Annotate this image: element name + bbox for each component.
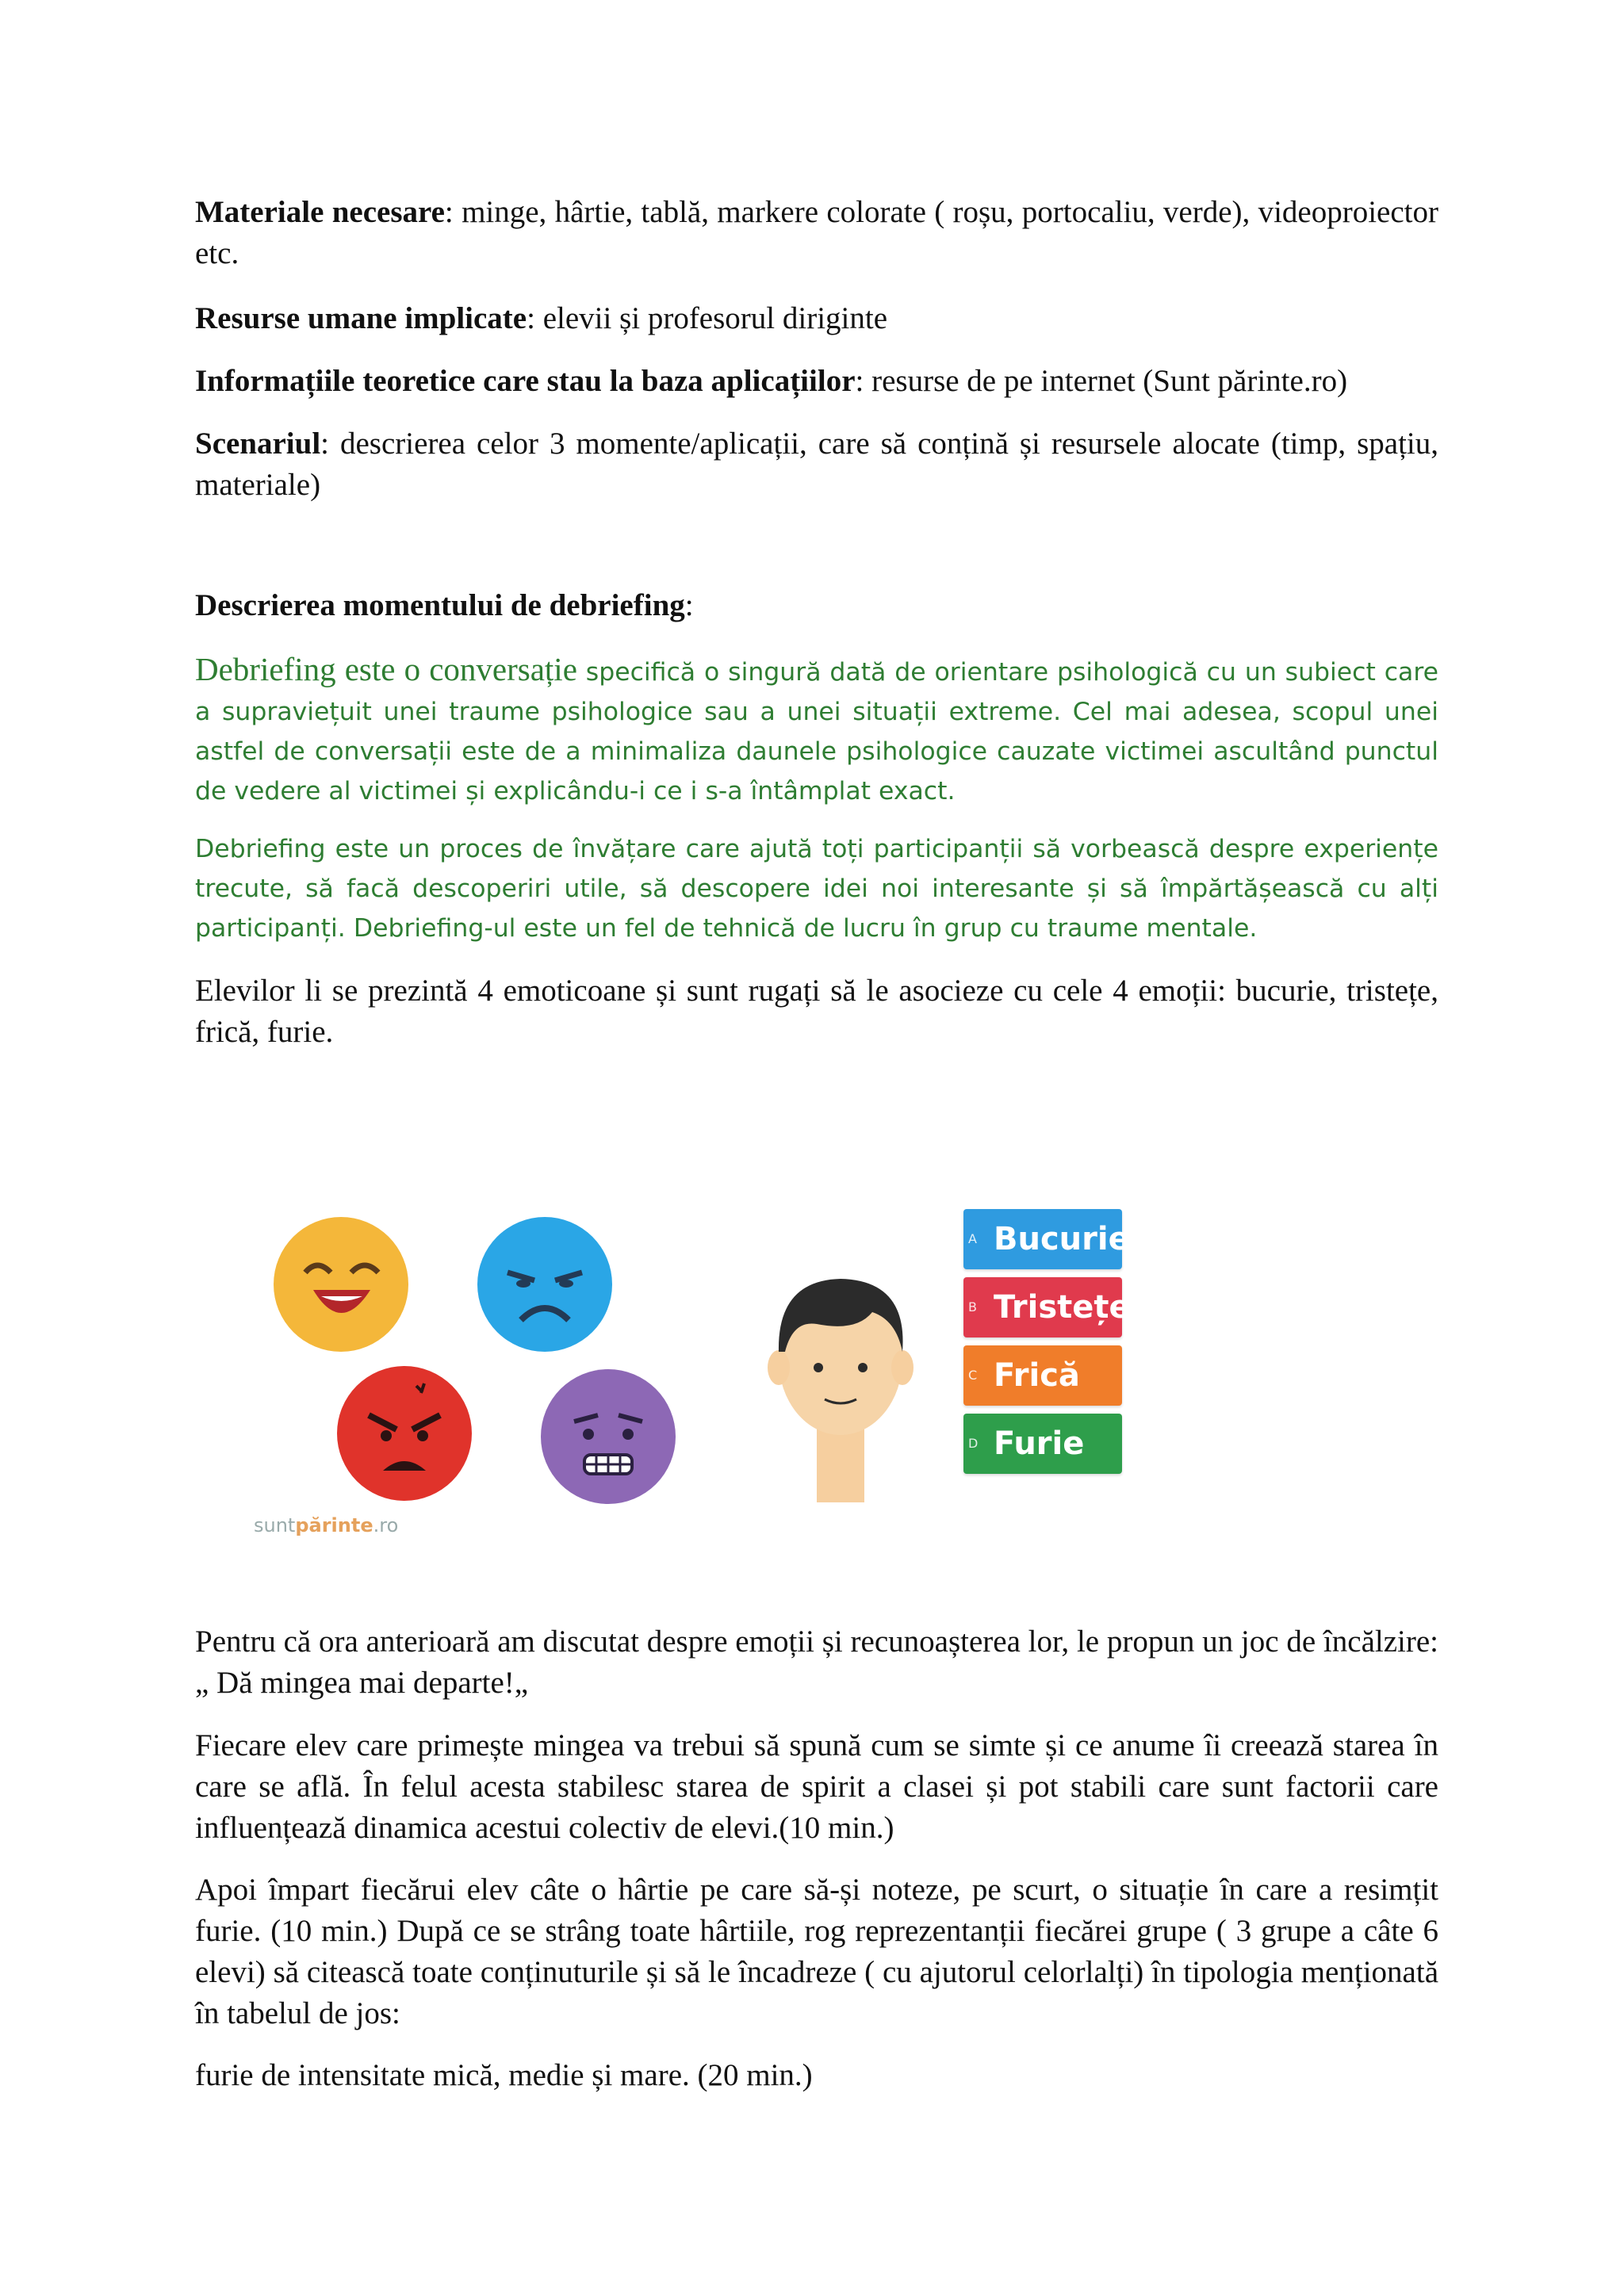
paragraph-informatii bbox=[195, 361, 1438, 402]
paragraph-elevilor: Elevilor li se prezintă 4 emoticoane și sunt rugați să le asocieze cu cele 4 emoții: bucurie, tristețe, frică, furie. bbox=[195, 974, 1438, 1049]
debriefing-definition-start: Debriefing este o conversație bbox=[195, 651, 577, 687]
debriefing-definition-rest: specifică o singură dată de orientare psihologică cu un subiect care a supraviețuit unei traume psihologice sau a unei situații extreme. Cel mai adesea, scopul unei astfel de conversații este de a minimaliza daunele psihologice cauzate victimei ascultând punctul de vedere al victimei și explicându-i ce i s-a întâmplat exact. bbox=[195, 658, 1438, 806]
label-resurse: Resurse umane implicate bbox=[195, 301, 527, 335]
label-bucurie bbox=[963, 1209, 1130, 1269]
label-frica-word: Frică bbox=[994, 1357, 1080, 1394]
paragraph-debriefing-process: Debriefing este un proces de învățare care ajută toți participanții să vorbească despre experiențe trecute, să facă descoperiri utile, să descopere idei noi interesante și să împărtășească cu alți participanți. Debriefing-ul este un fel de tehnică de lucru în grup cu traume mentale. bbox=[195, 835, 1438, 943]
label-frica bbox=[963, 1345, 1122, 1406]
watermark-part-a: sunt bbox=[254, 1514, 296, 1536]
colon-debriefing: : bbox=[684, 588, 694, 622]
label-tristete-letter: B bbox=[968, 1299, 977, 1314]
label-informatii: Informațiile teoretice care stau la baza aplicațiilor bbox=[195, 364, 856, 398]
watermark-part-b: părinte bbox=[295, 1514, 373, 1536]
paragraph-scenariul bbox=[195, 423, 1438, 506]
label-bucurie-word: Bucurie bbox=[994, 1221, 1130, 1257]
label-debriefing: Descrierea momentului de debriefing bbox=[195, 588, 685, 622]
person-face-icon bbox=[761, 1257, 920, 1510]
text-materiale: : minge, hârtie, tablă, markere colorate ( roșu, portocaliu, verde), videoproiector etc. bbox=[195, 195, 1438, 270]
paragraph-furie: furie de intensitate mică, medie și mare. (20 min.) bbox=[195, 2058, 813, 2092]
text-resurse: : elevii și profesorul diriginte bbox=[527, 301, 888, 335]
label-scenariul: Scenariul bbox=[195, 427, 321, 461]
paragraph-resurse bbox=[195, 298, 1438, 339]
label-furie bbox=[963, 1414, 1122, 1474]
emotions-illustration bbox=[238, 1201, 1150, 1550]
paragraph-pentru: Pentru că ora anterioară am discutat despre emoții și recunoașterea lor, le propun un joc de încălzire: „ Dă mingea mai departe!„ bbox=[195, 1624, 1438, 1700]
fearful-face-icon bbox=[541, 1369, 676, 1504]
watermark-suntparinte bbox=[254, 1514, 398, 1536]
paragraph-debriefing-definition bbox=[195, 649, 1438, 811]
sad-face-icon bbox=[477, 1217, 612, 1352]
paragraph-materiale bbox=[195, 192, 1438, 274]
label-frica-letter: C bbox=[968, 1368, 978, 1383]
label-furie-letter: D bbox=[968, 1436, 979, 1451]
label-tristete bbox=[963, 1277, 1131, 1337]
heading-debriefing bbox=[195, 585, 1438, 626]
label-tristete-word: Tristețe bbox=[994, 1289, 1131, 1326]
text-scenariul: : descrierea celor 3 momente/aplicații, care să conțină și resursele alocate (timp, spațiu, materiale) bbox=[195, 427, 1438, 502]
label-furie-word: Furie bbox=[994, 1425, 1085, 1462]
happy-face-icon bbox=[274, 1217, 408, 1352]
label-materiale: Materiale necesare bbox=[195, 195, 445, 229]
paragraph-apoi: Apoi împart fiecărui elev câte o hârtie pe care să-și noteze, pe scurt, o situație în care a resimțit furie. (10 min.) După ce se strâng toate hârtiile, rog reprezentanții fiecărei grupe ( 3 grupe a câte 6 elevi) să citească toate conținuturile și să le încadreze ( cu ajutorul celorlalți) în tipologia menționată în tabelul de jos: bbox=[195, 1873, 1438, 2030]
label-bucurie-letter: A bbox=[968, 1231, 977, 1246]
angry-face-icon bbox=[337, 1366, 472, 1501]
paragraph-fiecare: Fiecare elev care primește mingea va trebui să spună cum se simte și ce anume îi creează starea în care se află. În felul acesta stabilesc starea de spirit a clasei și pot stabili care sunt factorii care influențează dinamica acestui colectiv de elevi.(10 min.) bbox=[195, 1728, 1438, 1845]
watermark-part-c: .ro bbox=[373, 1514, 399, 1536]
text-informatii: : resurse de pe internet (Sunt părinte.ro) bbox=[855, 364, 1348, 398]
